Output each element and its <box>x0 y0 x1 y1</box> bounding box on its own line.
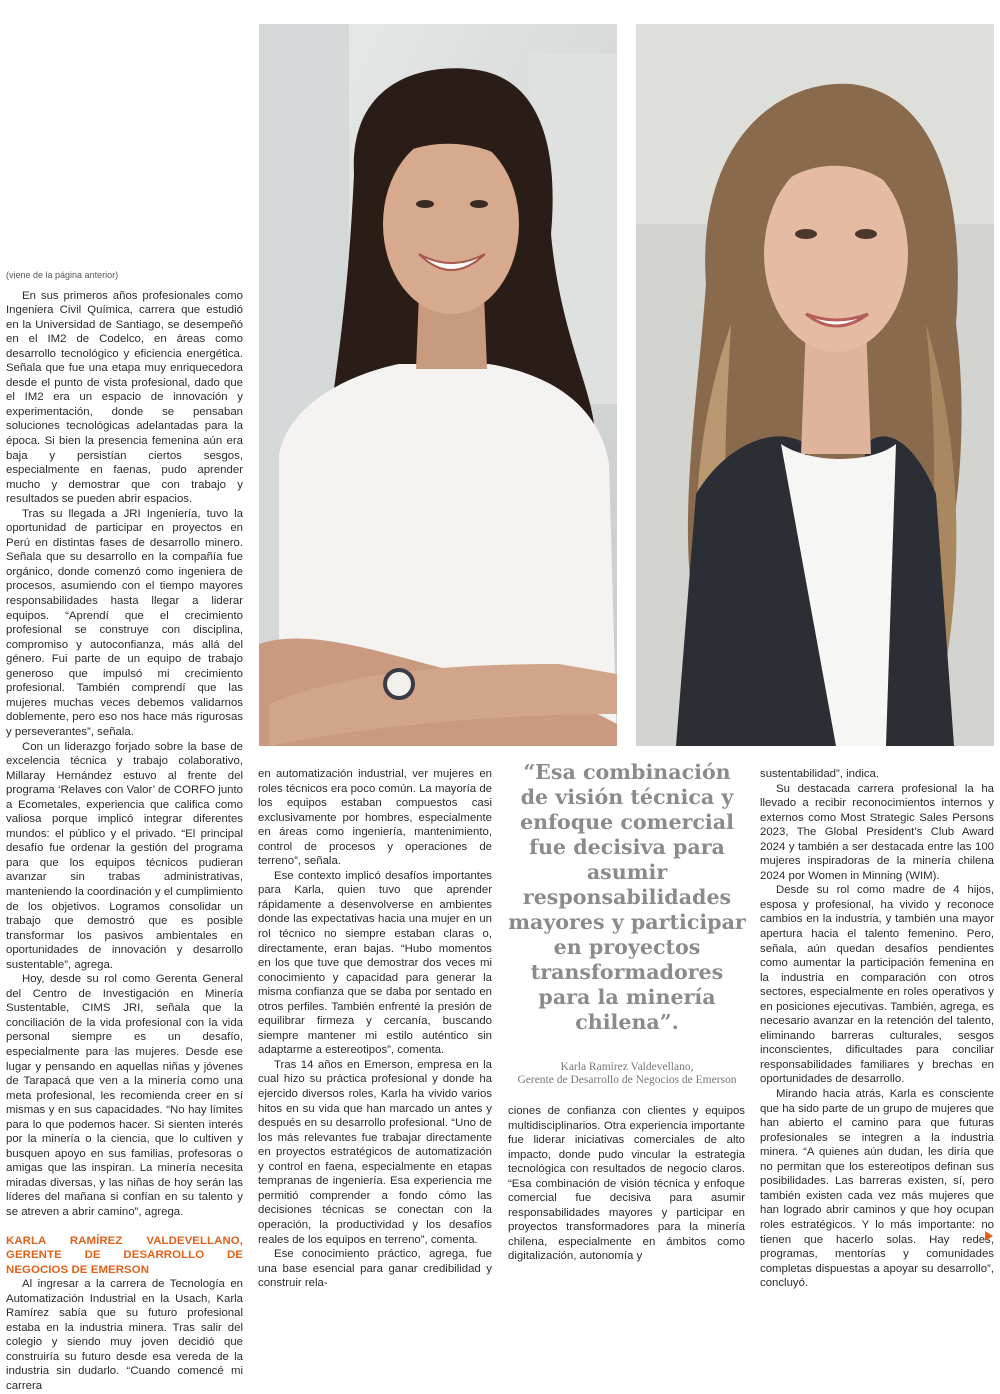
pull-quote-attribution <box>508 1061 746 1087</box>
article-column-3 <box>508 1104 745 1263</box>
paragraph: Ese conocimiento práctico, agrega, fue una base esencial para ganar credibilidad y construir rela- <box>258 1248 492 1290</box>
section-subhead: KARLA RAMÍREZ VALDEVELLANO, GERENTE DE DESARROLLO DE NEGOCIOS DE EMERSON <box>6 1234 243 1276</box>
paragraph: Con un liderazgo forjado sobre la base de excelencia técnica y trabajo colaborativo, Millaray Hernández estuvo al frente del programa ‘Relaves con Valor’ de CORFO junto a Ecometales, experiencia que califica como valiosa porque implicó integrar diferentes mundos: el público y el privado. “El principal desafío fue ordenar la gestión del programa para que los equipos técnicos pudieran avanzar sin trabas administrativas, manteniendo la coordinación y el cumplimiento de los objetivos. Logramos consolidar un trabajo que demostró que es posible transformar los pasivos ambientales en oportunidades de innovación y desarrollo sustentable”, agrega. <box>6 740 243 971</box>
paragraph: Tras su llegada a JRI Ingeniería, tuvo la oportunidad de participar en proyectos en Perú en distintas fases de desarrollo minero. Señala que su desarrollo en la compañía fue orgánico, donde comenzó como ingeniera de procesos, asumiendo con el tiempo mayores responsabilidades hasta llegar a liderar equipos. “Aprendí que el crecimiento profesional se construye con disciplina, compromiso y autoconfianza, más allá del género. Fui parte de un equipo de trabajo generoso que impulsó mi crecimiento profesional. También comprendí que las mujeres muchas veces debemos validarnos doblemente, pero eso nos hace más rigurosas y perseverantes”, señala. <box>6 507 243 738</box>
paragraph: En sus primeros años profesionales como Ingeniera Civil Química, carrera que estudió en la Universidad de Santiago, se desempeñó en el IM2 de Codelco, en áreas como desarrollo tecnológico y eficiencia energética. Señala que fue una etapa muy enriquecedora desde el punto de vista profesional, dado que el IM2 era un espacio de innovación y experimentación, donde se pensaban soluciones tecnológicas adelantadas para la época. Si bien la presencia femenina aún era baja y persistían ciertos sesgos, especialmente en faenas, pudo aprender mucho y demostrar que con trabajo y resultados se pueden abrir espacios. <box>6 289 243 506</box>
article-column-2 <box>258 767 492 1290</box>
article-column-4 <box>760 767 994 1290</box>
pull-quote <box>508 760 746 1090</box>
paragraph: Hoy, desde su rol como Gerenta General del Centro de Investigación en Minería Sustentable, CIMS JRI, señala que la conciliación de la vida profesional con la vida personal siempre es un desafío, especialmente para las mujeres. Desde ese lugar y pensando en aquellas niñas y jóvenes de Tarapacá que ven a la minería como una meta profesional, les recomienda creer en sí mismas y en sus capacidades. “No hay límites para lo que podemos hacer. Si sienten interés por la minería o la ciencia, que lo cultiven y busquen apoyo en sus familias, profesoras o amigas que las inspiran. La minería necesita miradas diversas, y las niñas de hoy serán las líderes del mañana si confían en su talento y se atreven a abrir camino”, agrega. <box>6 973 243 1218</box>
paragraph: Tras 14 años en Emerson, empresa en la cual hizo su práctica profesional y donde ha ejercido diversos roles, Karla ha vivido varios hitos en su vida que han marcado un antes y después en su desarrollo profesional. “Uno de los más relevantes fue trabajar directamente en proyectos estratégicos de automatización y control en faena, especialmente en etapas tempranas de ingeniería. Esa experiencia me permitió comprender a fondo cómo las decisiones técnicas se conectan con la operación, la productividad y los desafíos reales de los equipos en terreno”, comenta. <box>258 1058 492 1246</box>
photo-karla-ramirez <box>636 24 994 746</box>
end-of-article-marker-icon <box>985 1231 993 1241</box>
paragraph: Ese contexto implicó desafíos importantes para Karla, quien tuvo que aprender rápidamente a desenvolverse en ambientes donde las expectativas hacia una mujer en un rol técnico no siempre estaban claras o, directamente, eran bajas. “Hubo momentos en los que tuve que demostrar dos veces mi conocimiento y capacidad para generar la misma confianza que se daba por sentado en otros perfiles. También enfrenté la presión de equilibrar firmeza y cercanía, buscando siempre mantener mi estilo auténtico sin adaptarme a estereotipos”, comenta. <box>258 869 492 1057</box>
paragraph: Su destacada carrera profesional la ha llevado a recibir reconocimientos internos y externos como Most Strategic Sales Persons 2023, The Global President’s Club Award 2024 y también a ser destacada entre las 100 mujeres inspiradoras de la minería chilena 2024 por Women in Minning (WIM). <box>760 782 994 882</box>
article-column-1 <box>6 268 243 1393</box>
photo-millaray-hernandez <box>259 24 617 746</box>
paragraph: sustentabilidad”, indica. <box>760 768 880 780</box>
paragraph: Desde su rol como madre de 4 hijos, esposa y profesional, ha vivido y reconoce cambios en la industria, y también una mayor apertura hacia el talento femenino. Pero, señala, aún quedan desafíos pendientes como aumentar la participación femenina en la industria en comparación con otros sectores, especialmente en roles operativos y en posiciones ejecutivas. También, agrega, es necesario avanzar en la retención del talento, eliminando barreras culturales, sesgos inconscientes, dificultades para conciliar responsabilidades familiares y brechas en oportunidades de desarrollo. <box>760 884 994 1086</box>
paragraph: Al ingresar a la carrera de Tecnología en Automatización Industrial en la Usach, Karla Ramírez sabía que su futuro profesional estaba en la industria minera. Tras salir del colegio y siendo muy joven decidió que construiría su futuro desde esa vereda de la industria sin dudarlo. “Cuando comencé mi carrera <box>6 1278 243 1393</box>
pull-quote-text: “Esa combinación de visión técnica y enfoque comercial fue decisiva para asumir responsabilidades mayores y participar en proyectos transformadores para la minería chilena”. <box>508 760 746 1034</box>
paragraph: Mirando hacia atrás, Karla es consciente que ha sido parte de un grupo de mujeres que han abierto el camino para que futuras profesionales se integren a la industria minera. “A quienes aún dudan, les diría que no permitan que los estereotipos definan sus posibilidades. Las barreras existen, sí, pero también existen cada vez más mujeres que han logrado abrir caminos y que hoy ocupan roles estratégicos. Y lo más importante: no tienen que hacerlo solas. Hay redes, programas, mentorías y comunidades completas dispuestas a apoyar su desarrollo”, concluyó. <box>760 1088 994 1290</box>
paragraph: en automatización industrial, ver mujeres en roles técnicos era poco común. La mayoría de los equipos estaban compuestos casi exclusivamente por hombres, especialmente en áreas como ingeniería, mantenimiento, control de procesos y operaciones de terreno”, señala. <box>258 768 492 868</box>
quote-author-role: Gerente de Desarrollo de Negocios de Emerson <box>517 1074 737 1086</box>
continuation-note: (viene de la página anterior) <box>6 270 119 280</box>
paragraph: ciones de confianza con clientes y equipos multidisciplinarios. Otra experiencia importante fue liderar iniciativas comerciales de alto impacto, donde pudo vincular la estrategia tecnológica con resultados de negocio claros. “Esa combinación de visión técnica y enfoque comercial fue decisiva para asumir responsabilidades mayores y participar en proyectos transformadores para la minería chilena, especialmente en ámbitos como digitalización, autonomía y <box>508 1105 745 1263</box>
quote-author-name: Karla Ramírez Valdevellano, <box>560 1061 694 1073</box>
